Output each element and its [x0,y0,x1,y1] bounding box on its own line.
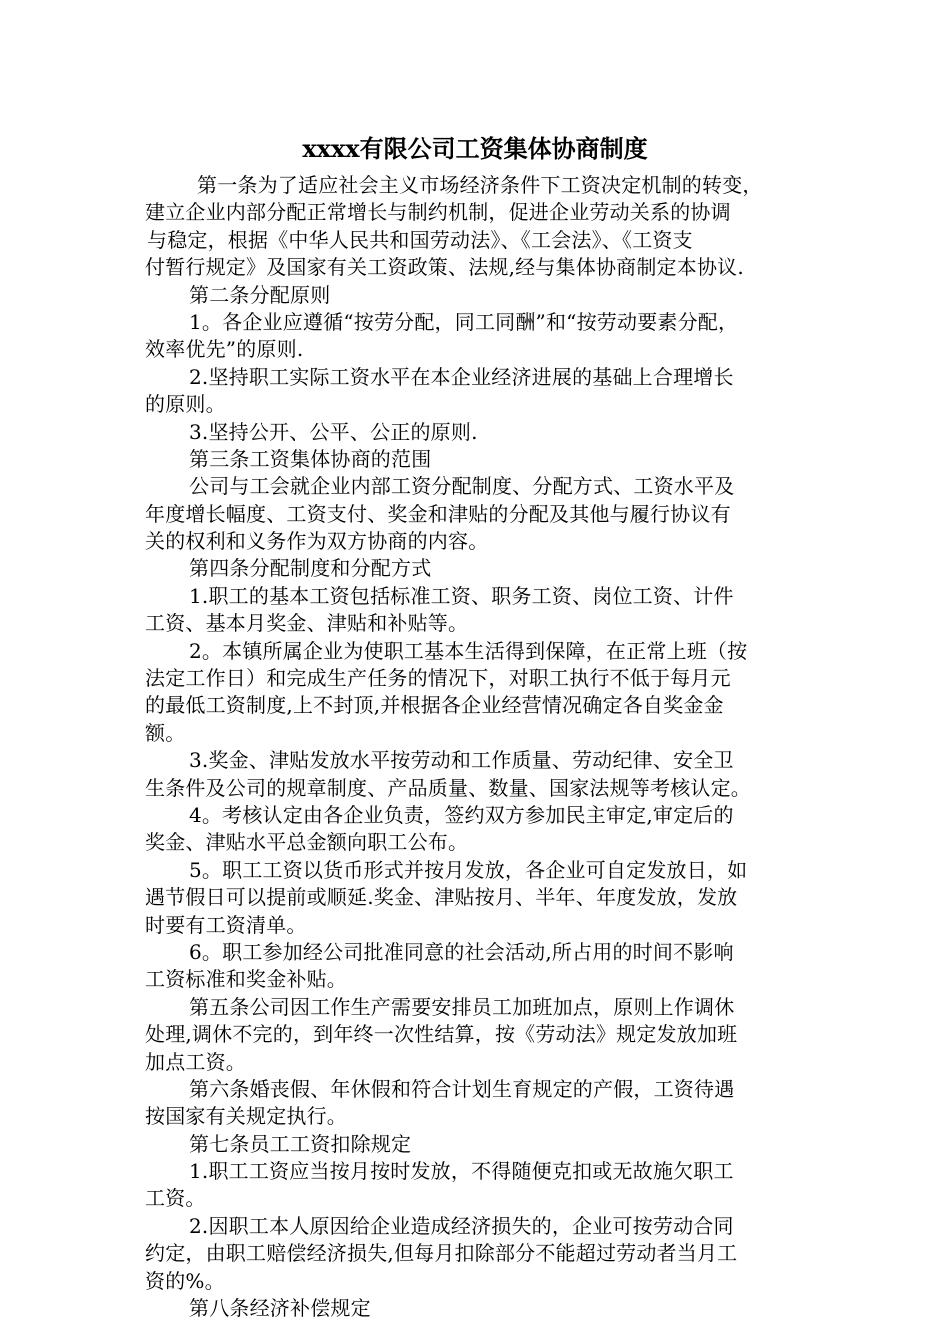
text-line: 1。各企业应遵循“按劳分配，同工同酬”和“按劳动要素分配， [189,309,739,334]
text-line: 遇节假日可以提前或顺延.奖金、津贴按月、半年、年度发放，发放 [145,885,738,910]
text-line: 加点工资。 [145,1049,246,1074]
text-line: 奖金、津贴水平总金额向职工公布。 [145,830,469,855]
text-line: 5。职工工资以货币形式并按月发放，各企业可自定发放日，如 [189,857,748,882]
text-line: 与稳定，根据《中华人民共和国劳动法》、《工会法》、《工资支 [147,227,693,252]
text-line: 建立企业内部分配正常增长与制约机制，促进企业劳动关系的协调 [145,200,731,225]
text-line: 的原则。 [145,392,226,417]
text-line: 额。 [145,720,186,745]
text-line: 时要有工资清单。 [145,912,307,937]
text-line: 的最低工资制度,上不封顶,并根据各企业经营情况确定各自奖金金 [145,693,724,718]
text-line: 按国家有关规定执行。 [145,1104,347,1129]
text-line: 第七条员工工资扣除规定 [189,1131,412,1156]
text-line: 第三条工资集体协商的范围 [189,446,432,471]
text-line: 第五条公司因工作生产需要安排员工加班加点，原则上作调休 [189,994,735,1019]
text-line: 法定工作日）和完成生产任务的情况下，对职工执行不低于每月元 [145,666,731,691]
text-line: 3.坚持公开、公平、公正的原则. [189,419,478,444]
text-line: 生条件及公司的规章制度、产品质量、数量、国家法规等考核认定。 [145,775,751,800]
text-line: 第六条婚丧假、年休假和符合计划生育规定的产假，工资待遇 [189,1076,735,1101]
text-line: 3.奖金、津贴发放水平按劳动和工作质量、劳动纪律、安全卫 [189,748,734,773]
document-title: xxxx有限公司工资集体协商制度 [302,134,648,163]
text-line: 第八条经济补偿规定 [189,1296,371,1321]
text-line: 工资。 [145,1186,206,1211]
text-line: 2.因职工本人原因给企业造成经济损失的，企业可按劳动合同 [189,1213,734,1238]
text-line: 付暂行规定》及国家有关工资政策、法规,经与集体协商制定本协议. [145,255,744,280]
text-line: 年度增长幅度、工资支付、奖金和津贴的分配及其他与履行协议有 [145,501,731,526]
text-line: 第一条为了适应社会主义市场经济条件下工资决定机制的转变， [197,173,763,197]
text-line: 处理,调休不完的，到年终一次性结算，按《劳动法》规定发放加班 [145,1022,738,1047]
text-line: 效率优先”的原则. [145,337,304,362]
text-line: 第四条分配制度和分配方式 [189,556,432,581]
text-line: 2。本镇所属企业为使职工基本生活得到保障，在正常上班（按 [189,638,748,663]
text-line: 资的%。 [145,1268,225,1293]
text-line: 关的权利和义务作为双方协商的内容。 [145,529,489,554]
text-line: 2.坚持职工实际工资水平在本企业经济进展的基础上合理增长 [189,364,734,389]
text-line: 4。考核认定由各企业负责，签约双方参加民主审定,审定后的 [189,802,734,827]
text-line: 第二条分配原则 [189,282,331,307]
document-body [145,172,815,1322]
text-line: 1.职工的基本工资包括标准工资、职务工资、岗位工资、计件 [189,583,734,608]
text-line: 公司与工会就企业内部工资分配制度、分配方式、工资水平及 [189,474,735,499]
text-line: 6。职工参加经公司批准同意的社会活动,所占用的时间不影响 [189,939,734,964]
text-line: 工资标准和奖金补贴。 [145,967,347,992]
text-line: 1.职工工资应当按月按时发放，不得随便克扣或无故施欠职工 [189,1159,734,1184]
text-line: 工资、基本月奖金、津贴和补贴等。 [145,611,469,636]
text-line: 约定，由职工赔偿经济损失,但每月扣除部分不能超过劳动者当月工 [145,1241,738,1266]
